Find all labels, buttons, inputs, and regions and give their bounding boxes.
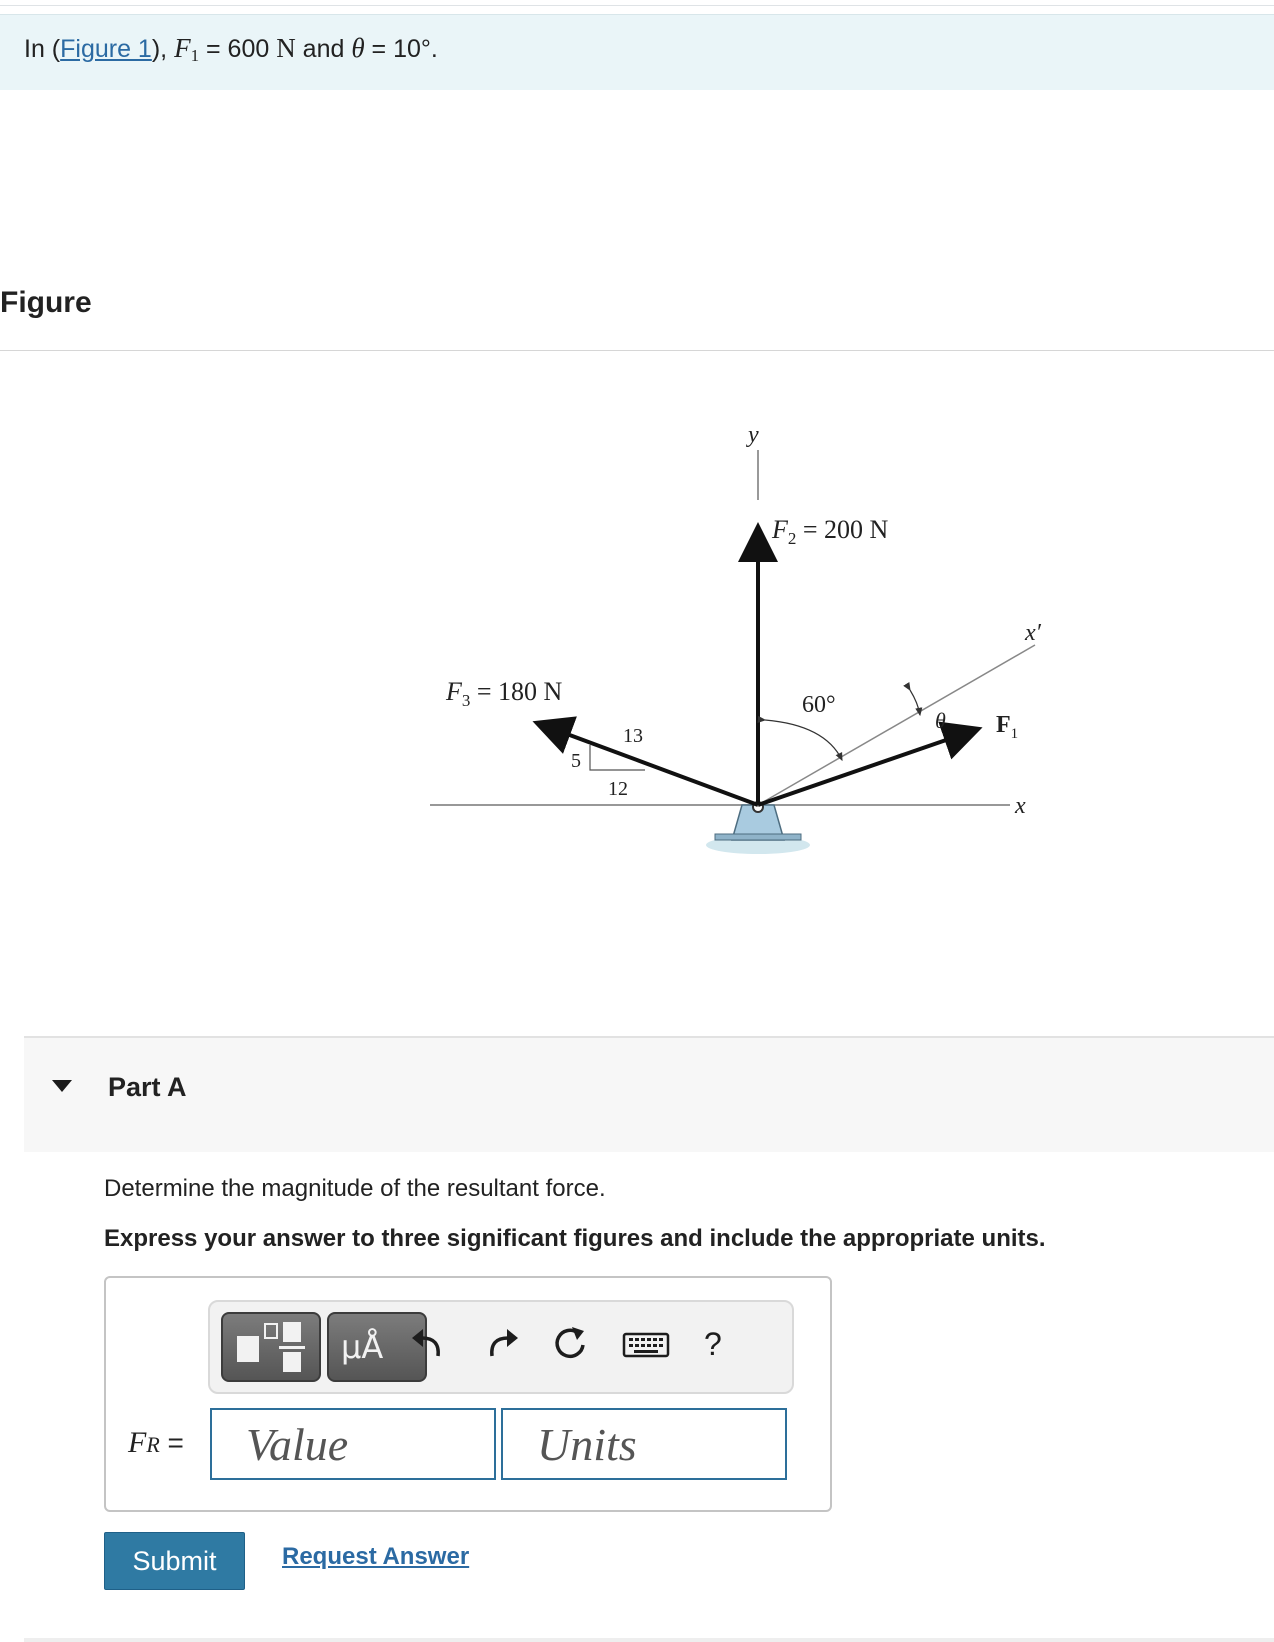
y-axis-label: y: [748, 422, 759, 448]
problem-statement: In (Figure 1), $F_1 = 600$ N and θ = 10°.: [24, 33, 438, 65]
reset-icon[interactable]: [550, 1324, 590, 1364]
top-divider: [0, 5, 1274, 6]
tri-13-label: 13: [623, 725, 643, 747]
request-answer-link[interactable]: Request Answer: [282, 1543, 470, 1570]
fr-label: FR =: [128, 1426, 184, 1459]
help-button[interactable]: ?: [704, 1326, 722, 1362]
figure-link[interactable]: Figure 1: [60, 35, 152, 63]
f1-symbol: $F_1$: [174, 33, 200, 65]
collapse-caret-icon[interactable]: [52, 1080, 72, 1092]
slope-triangle: [590, 745, 645, 770]
bottom-divider: [24, 1638, 1274, 1642]
f1-unit: N: [276, 33, 296, 63]
f2-label: $F_2 = 200$ N: [772, 515, 889, 548]
theta-label: θ: [935, 708, 946, 733]
figure-divider: [0, 350, 1274, 351]
theta-symbol: θ: [351, 33, 365, 63]
question-text: Determine the magnitude of the resultant force.: [104, 1175, 606, 1202]
templates-icon: [223, 1314, 315, 1376]
undo-icon[interactable]: [408, 1324, 448, 1364]
keyboard-icon[interactable]: [620, 1324, 672, 1364]
xprime-axis-line: [758, 645, 1035, 805]
value-input[interactable]: Value: [210, 1408, 496, 1480]
problem-statement-bar: [0, 14, 1274, 90]
templates-button[interactable]: [221, 1312, 321, 1382]
submit-button[interactable]: Submit: [104, 1532, 245, 1590]
angle-60-arc: [765, 720, 842, 760]
part-a-header[interactable]: [24, 1036, 1274, 1152]
instruction-text: Express your answer to three significant figures and include the appropriate units.: [104, 1225, 1046, 1252]
tri-12-label: 12: [608, 778, 628, 800]
x-axis-label: x: [1015, 793, 1026, 819]
part-title: Part A: [108, 1072, 187, 1102]
force-diagram: [430, 400, 1041, 860]
math-toolbar: [208, 1300, 794, 1394]
f3-label: $F_3 = 180$ N: [446, 677, 563, 710]
f1-label: $F_1$: [996, 712, 1019, 742]
symbols-label: μÅ: [341, 1328, 384, 1366]
xprime-axis-label: x′: [1025, 620, 1041, 646]
support-plate: [715, 834, 801, 840]
angle-60-label: 60°: [802, 692, 836, 718]
force-f1-arrow: [758, 730, 975, 805]
units-input[interactable]: Units: [501, 1408, 787, 1480]
answer-box: [104, 1276, 832, 1512]
angle-theta-arc: [910, 690, 920, 715]
figure-heading: Figure: [0, 286, 92, 319]
tri-5-label: 5: [571, 750, 581, 772]
redo-icon[interactable]: [482, 1324, 522, 1364]
